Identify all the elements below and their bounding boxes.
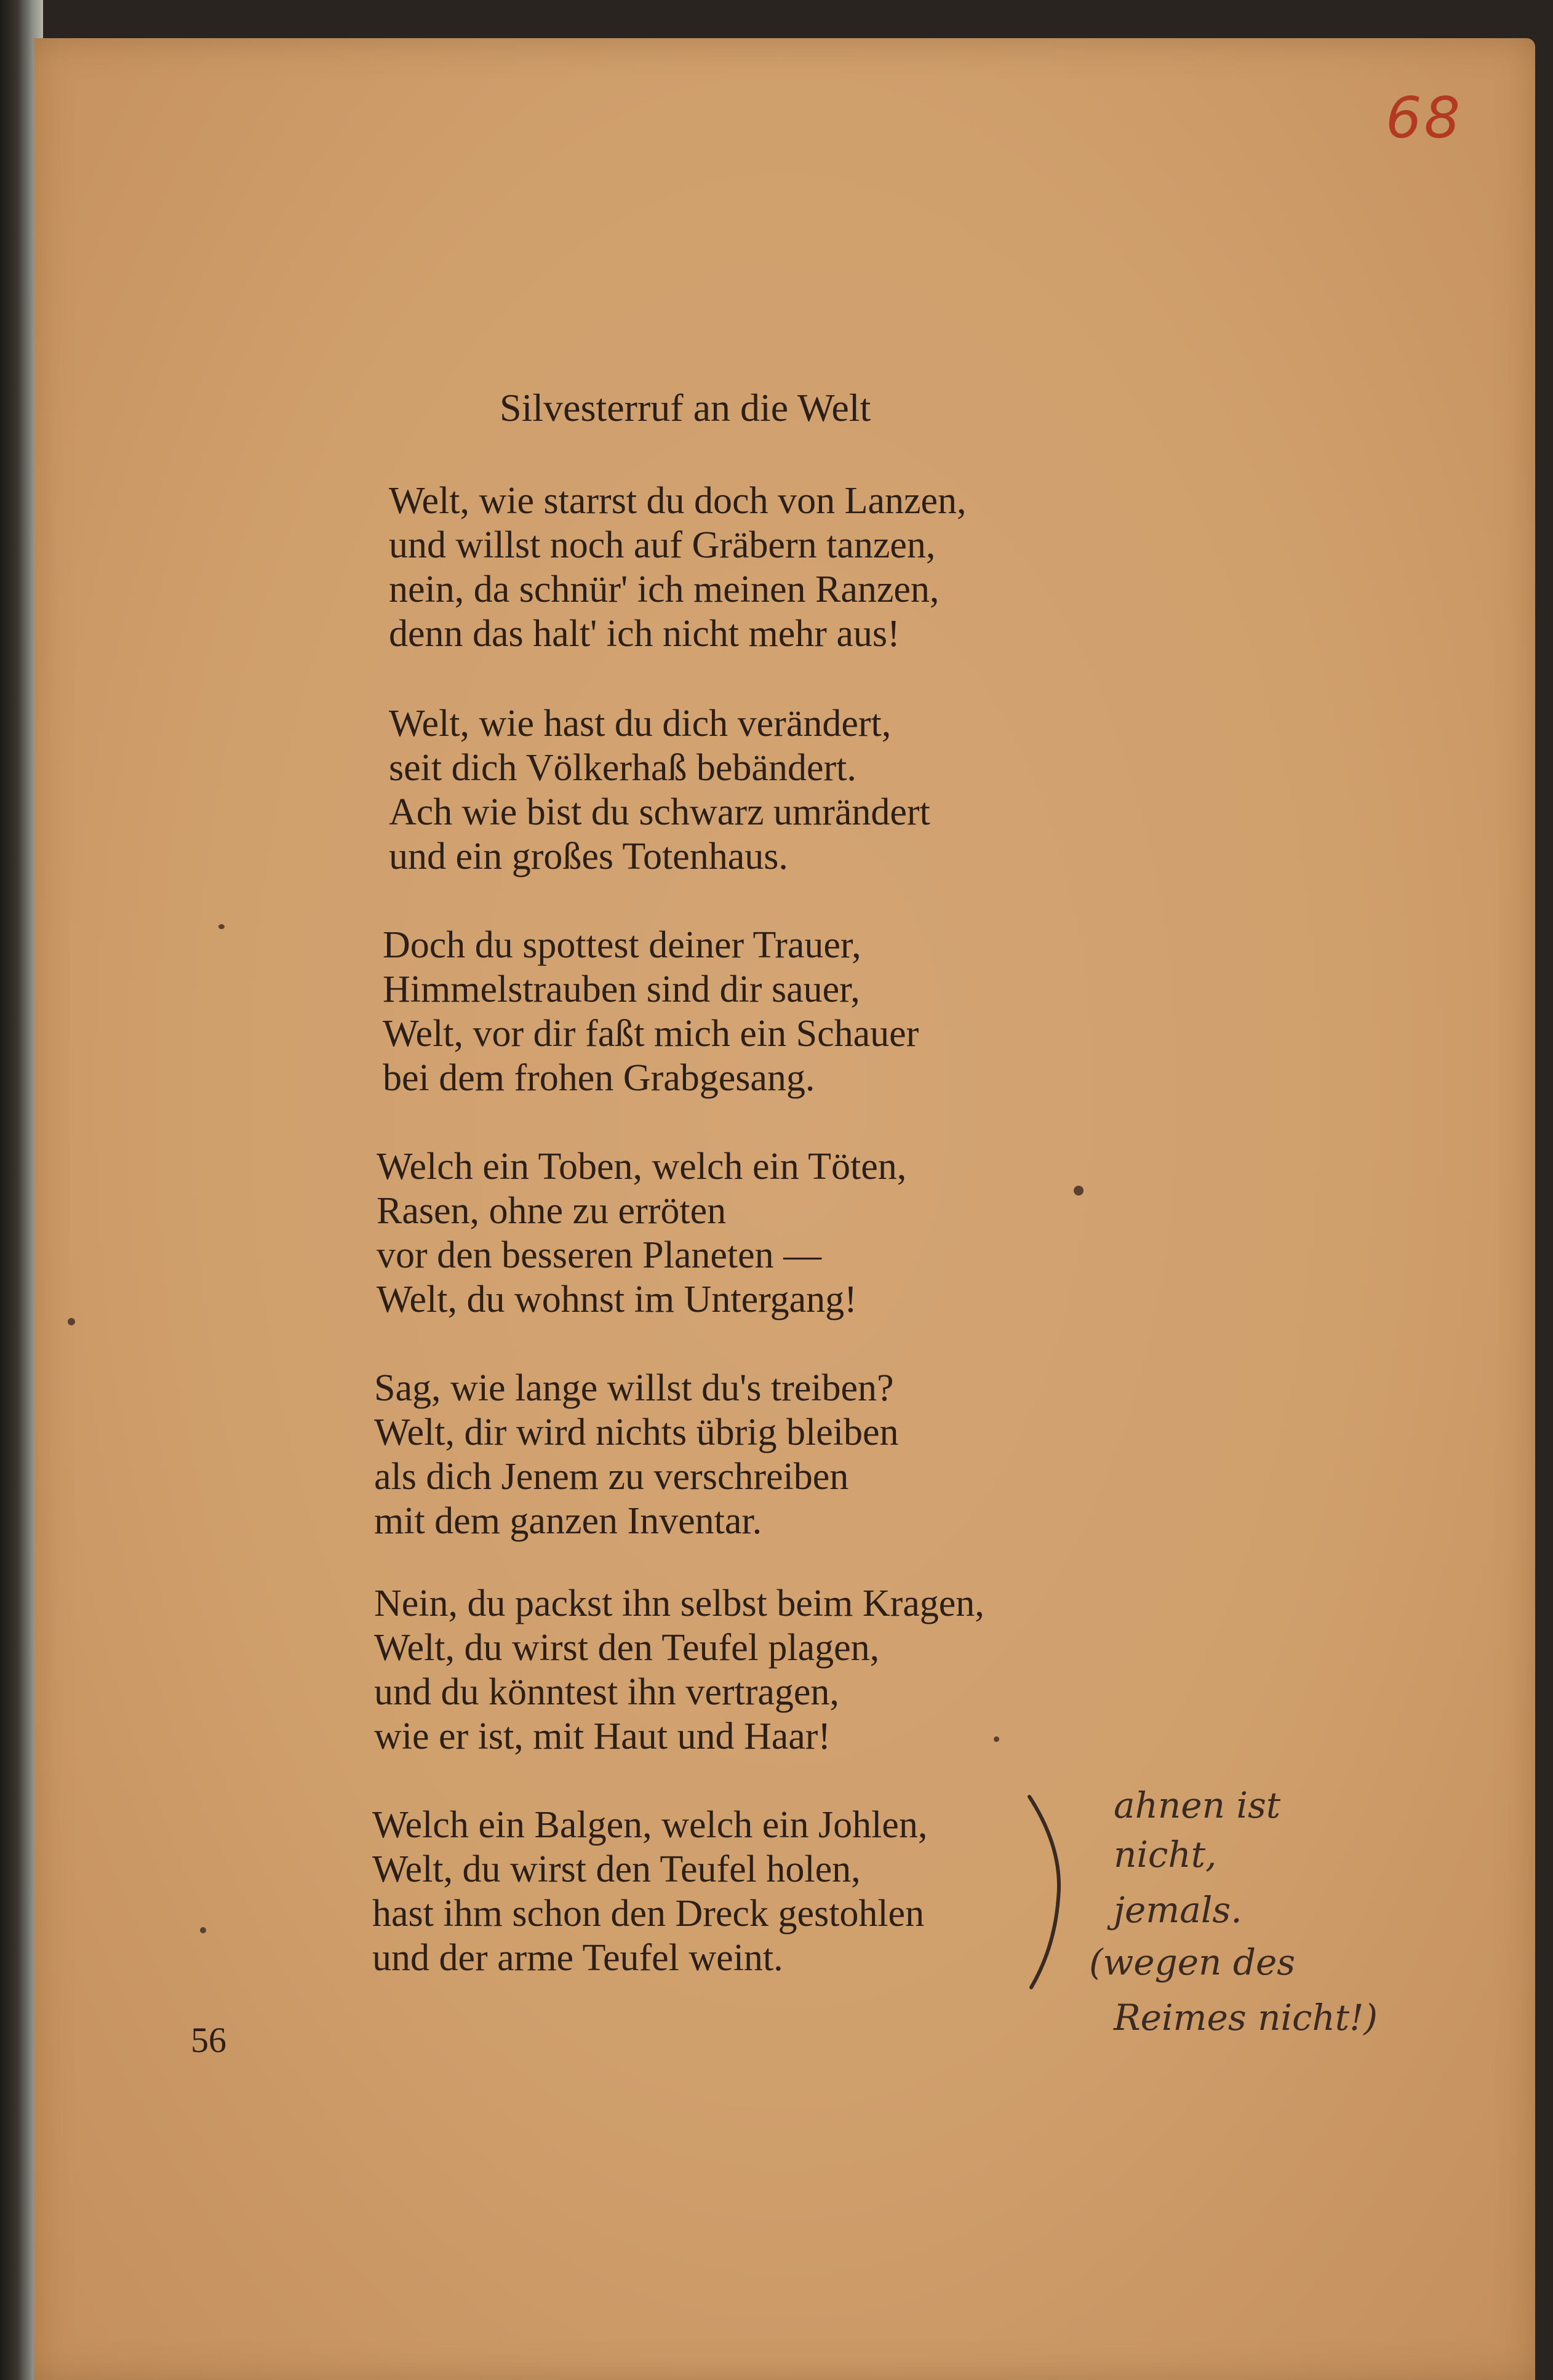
stanza-4 [377,1144,906,1322]
handwritten-margin-note [1077,1784,1397,2055]
poem-line: Welt, du wohnst im Untergang! [377,1279,857,1320]
poem-line: nein, da schnür' ich meinen Ranzen, [389,569,940,610]
poem-line: Welt, du wirst den Teufel plagen, [374,1627,880,1669]
stanza-3 [383,923,919,1100]
poem-line: vor den besseren Planeten — [377,1234,822,1276]
handwritten-note-line: nicht, [1114,1834,1217,1875]
poem-line: und ein großes Totenhaus. [389,836,788,877]
paper-speck [1074,1186,1084,1196]
poem-line: Welt, wie hast du dich verändert, [389,703,892,745]
stanza-7 [372,1803,927,1980]
stanza-1 [389,479,967,656]
handwritten-note-line: ahnen ist [1114,1784,1281,1826]
poem-line: Welt, wie starrst du doch von Lanzen, [389,480,967,522]
poem-line: bei dem frohen Grabgesang. [383,1057,815,1099]
poem-line: als dich Jenem zu verschreiben [374,1456,849,1498]
poem-line: wie er ist, mit Haut und Haar! [374,1715,831,1757]
handwritten-bracket [1026,1794,1069,1991]
poem-line: Sag, wie lange willst du's treiben? [374,1367,894,1409]
paper-speck [200,1927,206,1933]
poem-line: Doch du spottest deiner Trauer, [383,924,861,966]
handwritten-note-line: Reimes nicht!) [1114,1997,1378,2039]
poem-line: und willst noch auf Gräbern tanzen, [389,524,936,566]
stanza-2 [389,701,930,879]
poem-line: Rasen, ohne zu erröten [377,1190,727,1232]
paper-speck [218,924,225,929]
poem-line: Welt, dir wird nichts übrig bleiben [374,1412,899,1453]
stanza-5 [374,1366,899,1543]
page-number: 56 [191,2020,226,2060]
poem-line: mit dem ganzen Inventar. [374,1500,762,1542]
poem-line: und der arme Teufel weint. [372,1937,783,1979]
poem-line: hast ihm schon den Dreck gestohlen [372,1893,925,1935]
poem-title: Silvesterruf an die Welt [500,386,871,429]
poem-line: Welch ein Balgen, welch ein Johlen, [372,1804,928,1846]
poem-line: seit dich Völkerhaß bebändert. [389,747,856,789]
handwritten-note-line: (wegen des [1089,1941,1296,1983]
poem-line: Welch ein Toben, welch ein Töten, [377,1146,907,1188]
poem-line: Welt, du wirst den Teufel holen, [372,1848,861,1890]
folio-number-handwritten: 68 [1386,85,1463,151]
poem-line: Himmelstrauben sind dir sauer, [383,968,860,1010]
stanza-6 [374,1581,984,1759]
paper-speck [994,1736,999,1742]
poem-line: Ach wie bist du schwarz umrändert [389,791,930,833]
poem-line: Welt, vor dir faßt mich ein Schauer [383,1013,919,1055]
poem-line: denn das halt' ich nicht mehr aus! [389,613,900,655]
handwritten-note-line: jemals. [1114,1889,1242,1931]
poem-line: und du könntest ihn vertragen, [374,1671,839,1713]
poem-line: Nein, du packst ihn selbst beim Kragen, [374,1583,984,1624]
paper-speck [68,1318,75,1325]
